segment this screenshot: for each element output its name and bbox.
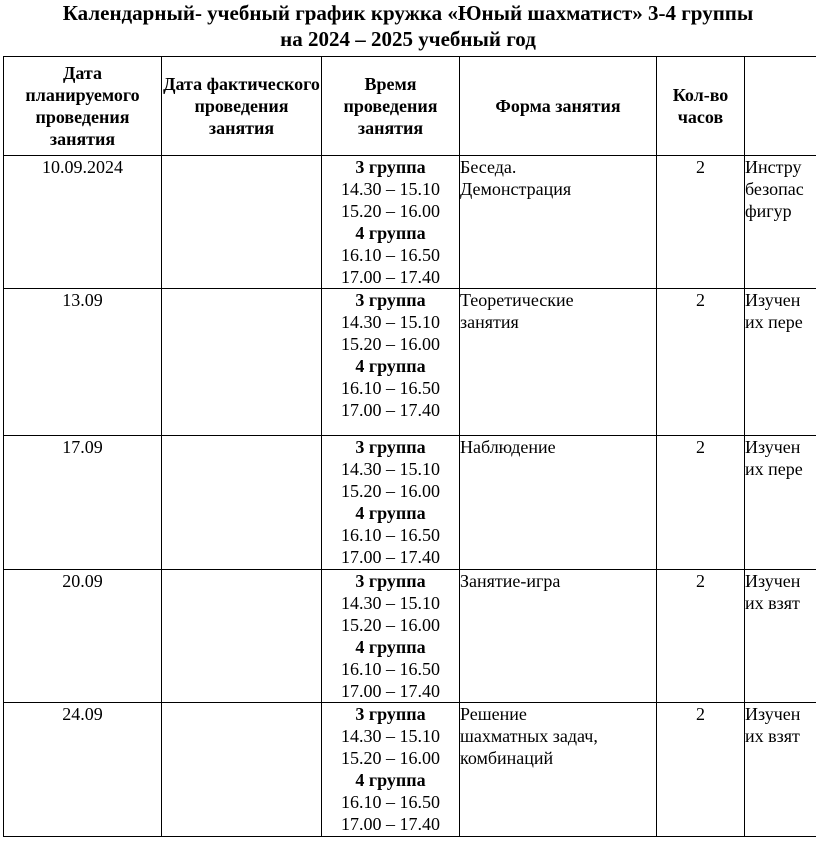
form-line: Демонстрация xyxy=(460,179,572,199)
group-4-label: 4 группа xyxy=(355,503,426,523)
time-slot: 14.30 – 15.10 xyxy=(341,726,440,746)
header-hours: Кол-во часов xyxy=(657,57,745,156)
cell-topic xyxy=(745,289,816,436)
cell-actual-date xyxy=(162,703,322,837)
cell-planned-date: 17.09 xyxy=(4,436,162,570)
header-planned-date: Дата планируемого проведения занятия xyxy=(4,57,162,156)
cell-form xyxy=(460,570,657,703)
table-row xyxy=(4,289,816,436)
cell-planned-date: 13.09 xyxy=(4,289,162,436)
time-slot: 14.30 – 15.10 xyxy=(341,312,440,332)
topic-line: Инстру xyxy=(745,157,802,177)
time-slot: 15.20 – 16.00 xyxy=(341,481,440,501)
title-line-1: Календарный- учебный график кружка «Юный шахматист» 3-4 группы xyxy=(62,1,754,25)
time-slot: 16.10 – 16.50 xyxy=(341,659,440,679)
table-row xyxy=(4,570,816,703)
cell-topic xyxy=(745,703,816,837)
cell-hours: 2 xyxy=(657,156,745,289)
header-actual-date: Дата фактического проведения занятия xyxy=(162,57,322,156)
group-3-label: 3 группа xyxy=(355,571,426,591)
time-slot: 14.30 – 15.10 xyxy=(341,459,440,479)
topic-line: их пере xyxy=(745,459,803,479)
cell-hours: 2 xyxy=(657,703,745,837)
form-line: Решение xyxy=(460,704,527,724)
cell-form xyxy=(460,703,657,837)
cell-actual-date xyxy=(162,436,322,570)
cell-actual-date xyxy=(162,289,322,436)
table-row xyxy=(4,156,816,289)
time-slot: 17.00 – 17.40 xyxy=(341,681,440,701)
cell-planned-date: 24.09 xyxy=(4,703,162,837)
group-4-label: 4 группа xyxy=(355,770,426,790)
cell-time xyxy=(322,436,460,570)
topic-line: безопас xyxy=(745,179,804,199)
form-line: комбинаций xyxy=(460,748,554,768)
cell-hours: 2 xyxy=(657,289,745,436)
document-title xyxy=(0,0,816,52)
time-slot: 17.00 – 17.40 xyxy=(341,400,440,420)
topic-line: их взят xyxy=(745,593,800,613)
time-slot: 14.30 – 15.10 xyxy=(341,593,440,613)
group-3-label: 3 группа xyxy=(355,437,426,457)
time-slot: 15.20 – 16.00 xyxy=(341,615,440,635)
form-line: Теоретические xyxy=(460,290,574,310)
group-4-label: 4 группа xyxy=(355,356,426,376)
time-slot: 16.10 – 16.50 xyxy=(341,525,440,545)
topic-line: Изучен xyxy=(745,704,801,724)
topic-line: Изучен xyxy=(745,290,801,310)
cell-time xyxy=(322,289,460,436)
topic-line: Изучен xyxy=(745,571,801,591)
topic-line: Изучен xyxy=(745,437,801,457)
header-form: Форма занятия xyxy=(460,57,657,156)
table-header-row xyxy=(4,57,816,156)
cell-time xyxy=(322,570,460,703)
cell-form xyxy=(460,156,657,289)
topic-line: их пере xyxy=(745,312,803,332)
cell-actual-date xyxy=(162,570,322,703)
group-3-label: 3 группа xyxy=(355,290,426,310)
time-slot: 15.20 – 16.00 xyxy=(341,334,440,354)
cell-form xyxy=(460,289,657,436)
cell-form xyxy=(460,436,657,570)
time-slot: 16.10 – 16.50 xyxy=(341,792,440,812)
header-time: Время проведения занятия xyxy=(322,57,460,156)
schedule-table xyxy=(3,56,816,837)
cell-planned-date: 10.09.2024 xyxy=(4,156,162,289)
cell-topic xyxy=(745,436,816,570)
cell-actual-date xyxy=(162,156,322,289)
topic-line: фигур xyxy=(745,201,792,221)
time-slot: 17.00 – 17.40 xyxy=(341,547,440,567)
form-line: Беседа. xyxy=(460,157,517,177)
title-line-2: на 2024 – 2025 учебный год xyxy=(280,27,536,51)
group-4-label: 4 группа xyxy=(355,637,426,657)
time-slot: 15.20 – 16.00 xyxy=(341,748,440,768)
time-slot: 17.00 – 17.40 xyxy=(341,814,440,834)
time-slot: 17.00 – 17.40 xyxy=(341,267,440,287)
time-slot: 15.20 – 16.00 xyxy=(341,201,440,221)
time-slot: 14.30 – 15.10 xyxy=(341,179,440,199)
cell-time xyxy=(322,156,460,289)
form-line: Занятие-игра xyxy=(460,571,561,591)
table-row xyxy=(4,436,816,570)
cell-hours: 2 xyxy=(657,436,745,570)
group-3-label: 3 группа xyxy=(355,704,426,724)
group-3-label: 3 группа xyxy=(355,157,426,177)
time-slot: 16.10 – 16.50 xyxy=(341,245,440,265)
group-4-label: 4 группа xyxy=(355,223,426,243)
cell-hours: 2 xyxy=(657,570,745,703)
cell-topic xyxy=(745,156,816,289)
header-topic xyxy=(745,57,816,156)
table-row xyxy=(4,703,816,837)
topic-line: их взят xyxy=(745,726,800,746)
time-slot: 16.10 – 16.50 xyxy=(341,378,440,398)
cell-time xyxy=(322,703,460,837)
form-line: шахматных задач, xyxy=(460,726,598,746)
form-line: Наблюдение xyxy=(460,437,556,457)
cell-planned-date: 20.09 xyxy=(4,570,162,703)
cell-topic xyxy=(745,570,816,703)
form-line: занятия xyxy=(460,312,519,332)
